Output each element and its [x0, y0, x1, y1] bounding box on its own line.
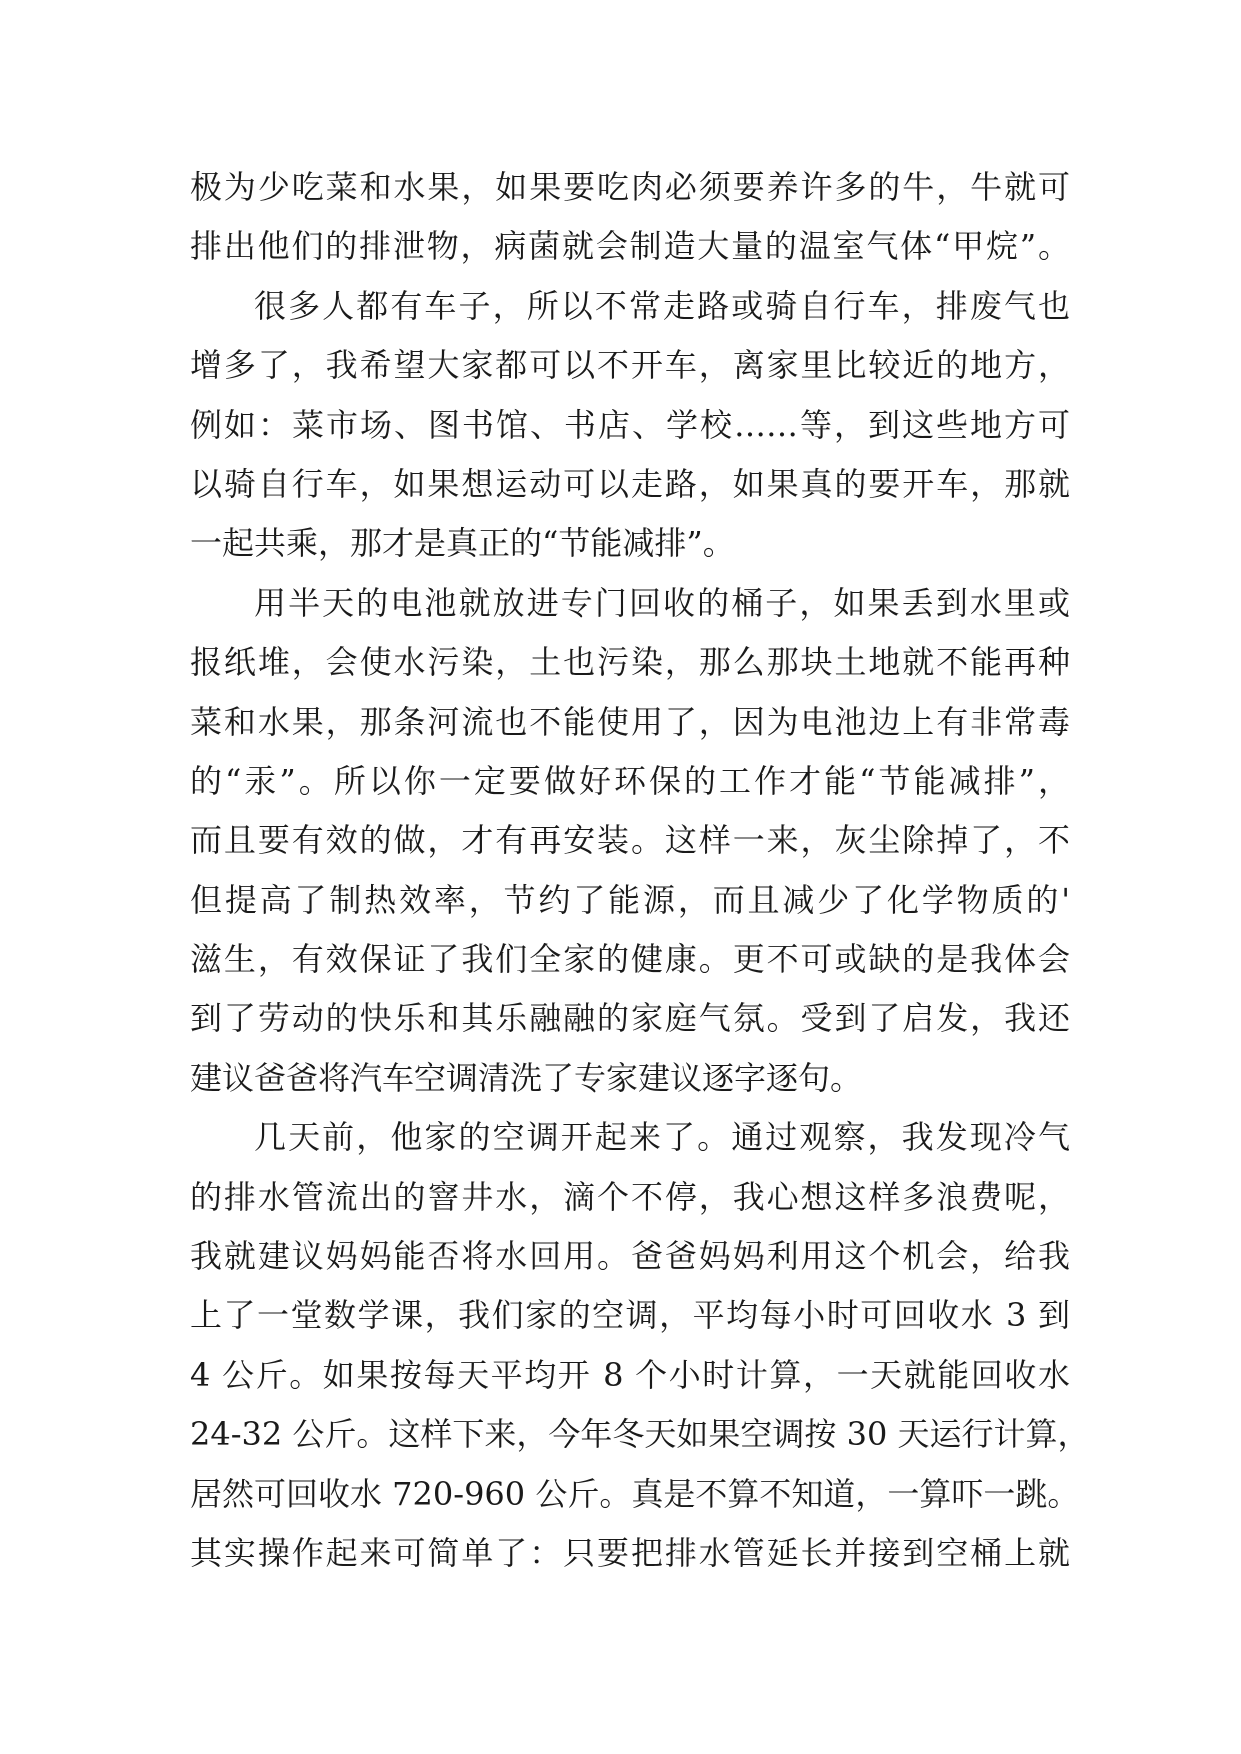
text-line: 的排水管流出的窨井水，滴个不停，我心想这样多浪费呢，	[190, 1177, 1070, 1216]
text-line: 4 公斤。如果按每天平均开 8 个小时计算，一天就能回收水	[190, 1355, 1070, 1394]
text-line: 排出他们的排泄物，病菌就会制造大量的温室气体“甲烷”。	[190, 227, 1070, 266]
text-line: 而且要有效的做，才有再安装。这样一来，灰尘除掉了，不	[190, 821, 1070, 860]
text-line: 菜和水果，那条河流也不能使用了，因为电池边上有非常毒	[190, 702, 1070, 741]
text-line: 到了劳动的快乐和其乐融融的家庭气氛。受到了启发，我还	[190, 999, 1070, 1038]
text-line: 例如：菜市场、图书馆、书店、学校……等，到这些地方可	[190, 405, 1070, 444]
paragraph-end-line: 一起共乘，那才是真正的“节能减排”。	[190, 524, 735, 563]
text-line: 上了一堂数学课，我们家的空调，平均每小时可回收水 3 到	[190, 1296, 1070, 1335]
paragraph-start-line: 很多人都有车子，所以不常走路或骑自行车，排废气也	[254, 286, 1070, 325]
text-line: 居然可回收水 720-960 公斤。真是不算不知道，一算吓一跳。	[190, 1474, 1080, 1513]
paragraph-start-line: 几天前，他家的空调开起来了。通过观察，我发现冷气	[254, 1118, 1070, 1157]
text-line: 滋生，有效保证了我们全家的健康。更不可或缺的是我体会	[190, 940, 1070, 979]
text-line: 增多了，我希望大家都可以不开车，离家里比较近的地方，	[190, 346, 1070, 385]
text-line: 的“汞”。所以你一定要做好环保的工作才能“节能减排”，	[190, 761, 1070, 800]
text-line: 但提高了制热效率，节约了能源，而且减少了化学物质的'	[190, 880, 1070, 919]
text-line: 我就建议妈妈能否将水回用。爸爸妈妈利用这个机会，给我	[190, 1237, 1070, 1276]
text-line: 极为少吃菜和水果，如果要吃肉必须要养许多的牛，牛就可	[190, 168, 1070, 206]
document-body	[190, 158, 1090, 1583]
paragraph-end-line: 建议爸爸将汽车空调清洗了专家建议逐字逐句。	[190, 1058, 863, 1097]
text-line: 以骑自行车，如果想运动可以走路，如果真的要开车，那就	[190, 464, 1070, 503]
text-line: 24-32 公斤。这样下来，今年冬天如果空调按 30 天运行计算，	[190, 1415, 1090, 1454]
text-line: 报纸堆，会使水污染，土也污染，那么那块土地就不能再种	[190, 643, 1070, 682]
text-line: 其实操作起来可简单了：只要把排水管延长并接到空桶上就	[190, 1533, 1070, 1572]
paragraph-start-line: 用半天的电池就放进专门回收的桶子，如果丢到水里或	[254, 583, 1070, 622]
